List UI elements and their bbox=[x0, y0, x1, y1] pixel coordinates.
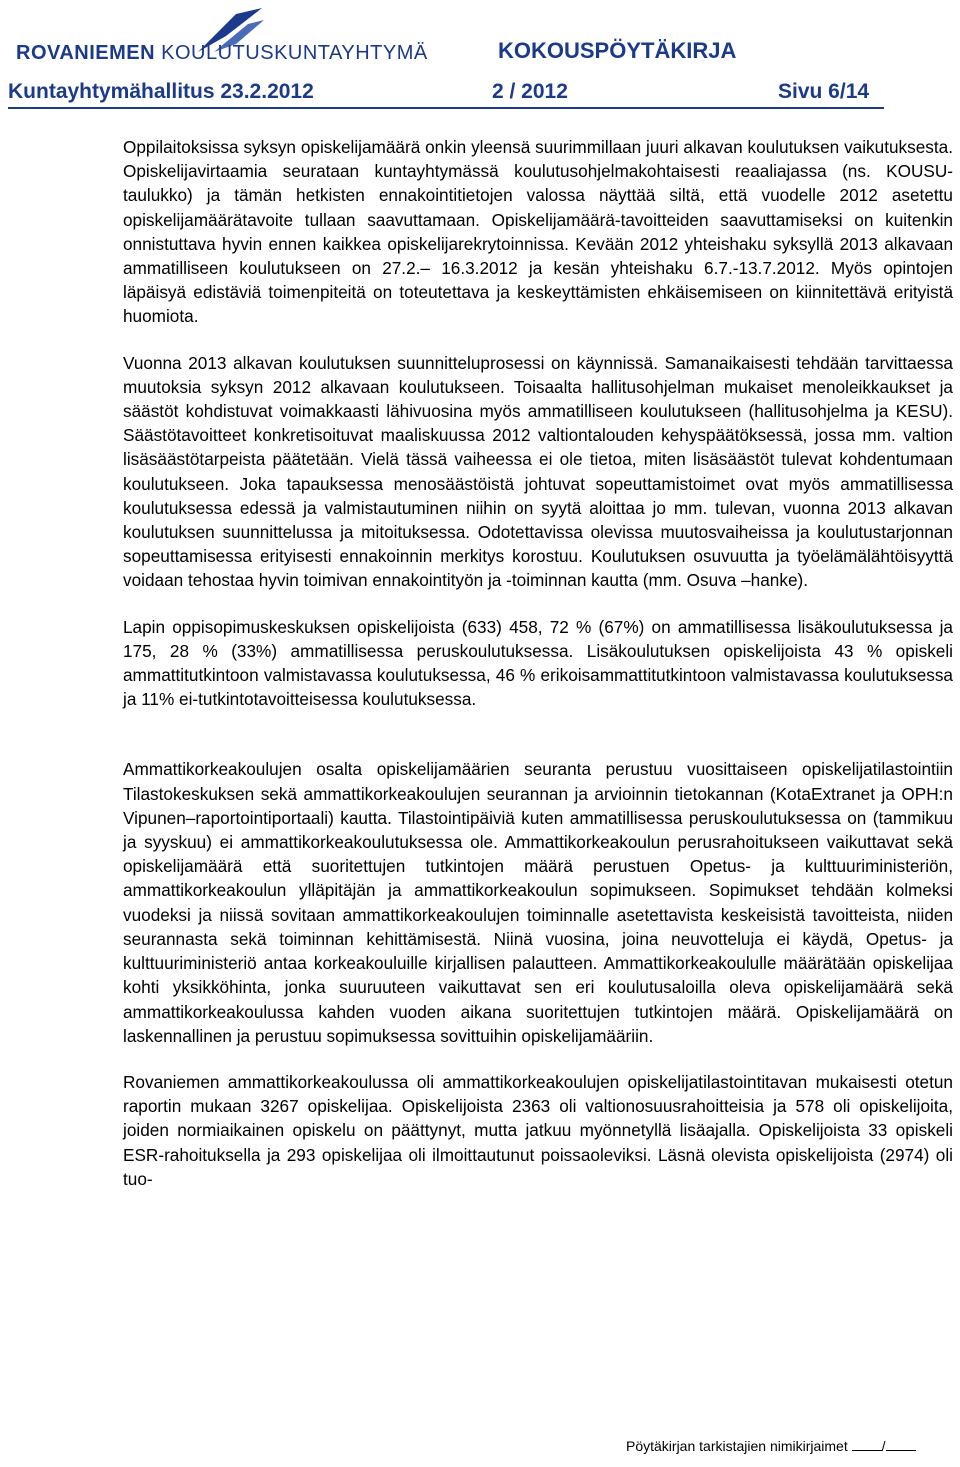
document-number: 2 / 2012 bbox=[492, 80, 568, 103]
page-footer bbox=[626, 1438, 956, 1454]
initials-line-1 bbox=[852, 1438, 882, 1451]
document-body bbox=[123, 135, 953, 1191]
paragraph: Ammattikorkeakoulujen osalta opiskelijamäärien seuranta perustuu vuosittaiseen opiskelijatilastointiin Tilastokeskuksen sekä ammattikorkeakoulujen seurannan ja arvioinnin tietokannan (KotaExtranet ja OPH:n Vipunen–raportointiportaali) kautta. Tilastointipäiviä kuten ammatillisessa peruskoulutuksessa on (tammikuu ja syyskuu) ei ammattikorkeakoulutuksessa ole. Ammattikorkeakoulun perusrahoitukseen vaikuttavat sekä opiskelijamäärä että suoritettujen tutkintojen määrä perustuen Opetus- ja kulttuuriministeriön, ammattikorkeakoulun ylläpitäjän ja ammattikorkeakoulun sopimukseen. Sopimukset tehdään kolmeksi vuodeksi ja niissä sovitaan ammattikorkeakoulujen toiminnalle asetettavista keskeisistä tavoitteista, niiden seurannasta sekä toiminnan kehittämisestä. Niinä vuosina, joina neuvotteluja ei käydä, Opetus- ja kulttuuriministeriö antaa korkeakouluille kirjallisen palautteen. Ammattikorkeakoululle määrätään opiskelijaa kohti yksikköhinta, jonka suuruuteen vaikuttavat sen eri koulutusaloilla oleva opiskelijamäärä sekä ammattikorkeakoulussa kahden vuoden aikana suoritettujen tutkintojen määrä. Opiskelijamäärä on laskennallinen ja perustuu sopimuksessa sovittuihin opiskelijamääriin. bbox=[123, 759, 953, 1046]
header-divider bbox=[8, 107, 884, 109]
header-info-row bbox=[8, 80, 884, 104]
paragraph: Lapin oppisopimuskeskuksen opiskelijoista (633) 458, 72 % (67%) on ammatillisessa lisäkoulutuksessa ja 175, 28 % (33%) ammatillisessa peruskoulutuksessa. Lisäkoulutuksen opiskelijoista 43 % opiskeli ammattitutkintoon valmistavassa koulutuksessa, 46 % erikoisammattitutkintoon valmistavassa koulutuksessa ja 11% ei-tutkintotavoitteisessa koulutuksessa. bbox=[123, 616, 953, 710]
initials-line-2 bbox=[886, 1438, 916, 1451]
paragraph: Rovaniemen ammattikorkeakoulussa oli ammattikorkeakoulujen opiskelijatilastointitavan mukaisesti otetun raportin mukaan 3267 opiskelijaa. Opiskelijoista 2363 oli valtionosuusrahoitteisia ja 578 oli opiskelijoita, joiden normiaikainen opiskelu on päättynyt, mutta jatkuu myönnetyllä lisäajalla. Opiskelijoista 33 opiskeli ESR-rahoituksella ja 293 opiskelijaa oli ilmoittautunut poissaoleviksi. Läsnä olevista opiskelijoista (2974) oli tuo- bbox=[123, 1071, 953, 1189]
logo-part2: KOULUTUSKUNTAYHTYMÄ bbox=[161, 42, 428, 64]
document-type: KOKOUSPÖYTÄKIRJA bbox=[498, 38, 737, 63]
paragraph: Vuonna 2013 alkavan koulutuksen suunnitteluprosessi on käynnissä. Samanaikaisesti tehdään tarvittaessa muutoksia syksyn 2012 alkavaan koulutukseen. Toisaalta hallitusohjelman mukaiset menoleikkaukset ja säästöt kohdistuvat voimakkaasti lähivuosina myös ammatilliseen koulutukseen (hallitusohjelma ja KESU). Säästötavoitteet konkretisoituvat maaliskuussa 2012 valtiontalouden kehyspäätöksessä, jossa mm. valtion lisäsäästötarpeista päätetään. Vielä tässä vaiheessa ei ole tietoa, miten lisäsäästöt tulevat kohdentumaan koulutukseen. Joka tapauksessa menosäästöistä johtuvat sopeuttamistoimet ovat myös ammatillisessa koulutuksessa edessä ja valmistautuminen niihin on syytä aloittaa jo mm. tulevan, vuonna 2013 alkavan koulutuksen suunnittelussa ja mitoituksessa. Odotettavissa olevissa muutosvaiheissa ja koulutustarjonnan sopeuttamisessa erityisesti ennakoinnin merkitys korostuu. Koulutuksen osuvuutta ja työelämälähtöisyyttä voidaan tehostaa hyvin toimivan ennakointityön ja -toiminnan kautta (mm. Osuva –hanke). bbox=[123, 352, 953, 591]
meeting-name: Kuntayhtymähallitus 23.2.2012 bbox=[8, 80, 314, 103]
paragraph: Oppilaitoksissa syksyn opiskelijamäärä onkin yleensä suurimmillaan juuri alkavan koulutuksen vaikutuksesta. Opiskelijavirtaamia seurataan kuntayhtymässä koulutusohjelmakohtaisesti reaaliajassa (ns. KOUSU-taulukko) ja tämän hetkisten ennakointitietojen valossa näyttää siltä, että vuodelle 2012 asetettu opiskelijamäärätavoite tullaan saavuttamaan. Opiskelijamäärä-tavoitteiden saavuttamiseksi on kuitenkin onnistuttava hyvin ennen kaikkea opiskelijarekrytoinnissa. Kevään 2012 yhteishaku syksyllä 2013 alkavaan ammatilliseen koulutukseen on 27.2.– 16.3.2012 ja kesän yhteishaku 6.7.-13.7.2012. Myös opintojen läpäisyä edistäviä toimenpiteitä on toteutettava ja keskeyttämisten ehkäisemiseen on kiinnitettävä erityistä huomiota. bbox=[123, 137, 953, 327]
logo-part1: ROVANIEMEN bbox=[16, 42, 156, 64]
logo-text bbox=[16, 42, 428, 65]
footer-label: Pöytäkirjan tarkistajien nimikirjaimet bbox=[626, 1438, 848, 1454]
organization-logo bbox=[8, 4, 428, 66]
page-header bbox=[0, 0, 960, 110]
page-number: Sivu 6/14 bbox=[778, 80, 870, 103]
initials-separator: / bbox=[881, 1438, 886, 1454]
